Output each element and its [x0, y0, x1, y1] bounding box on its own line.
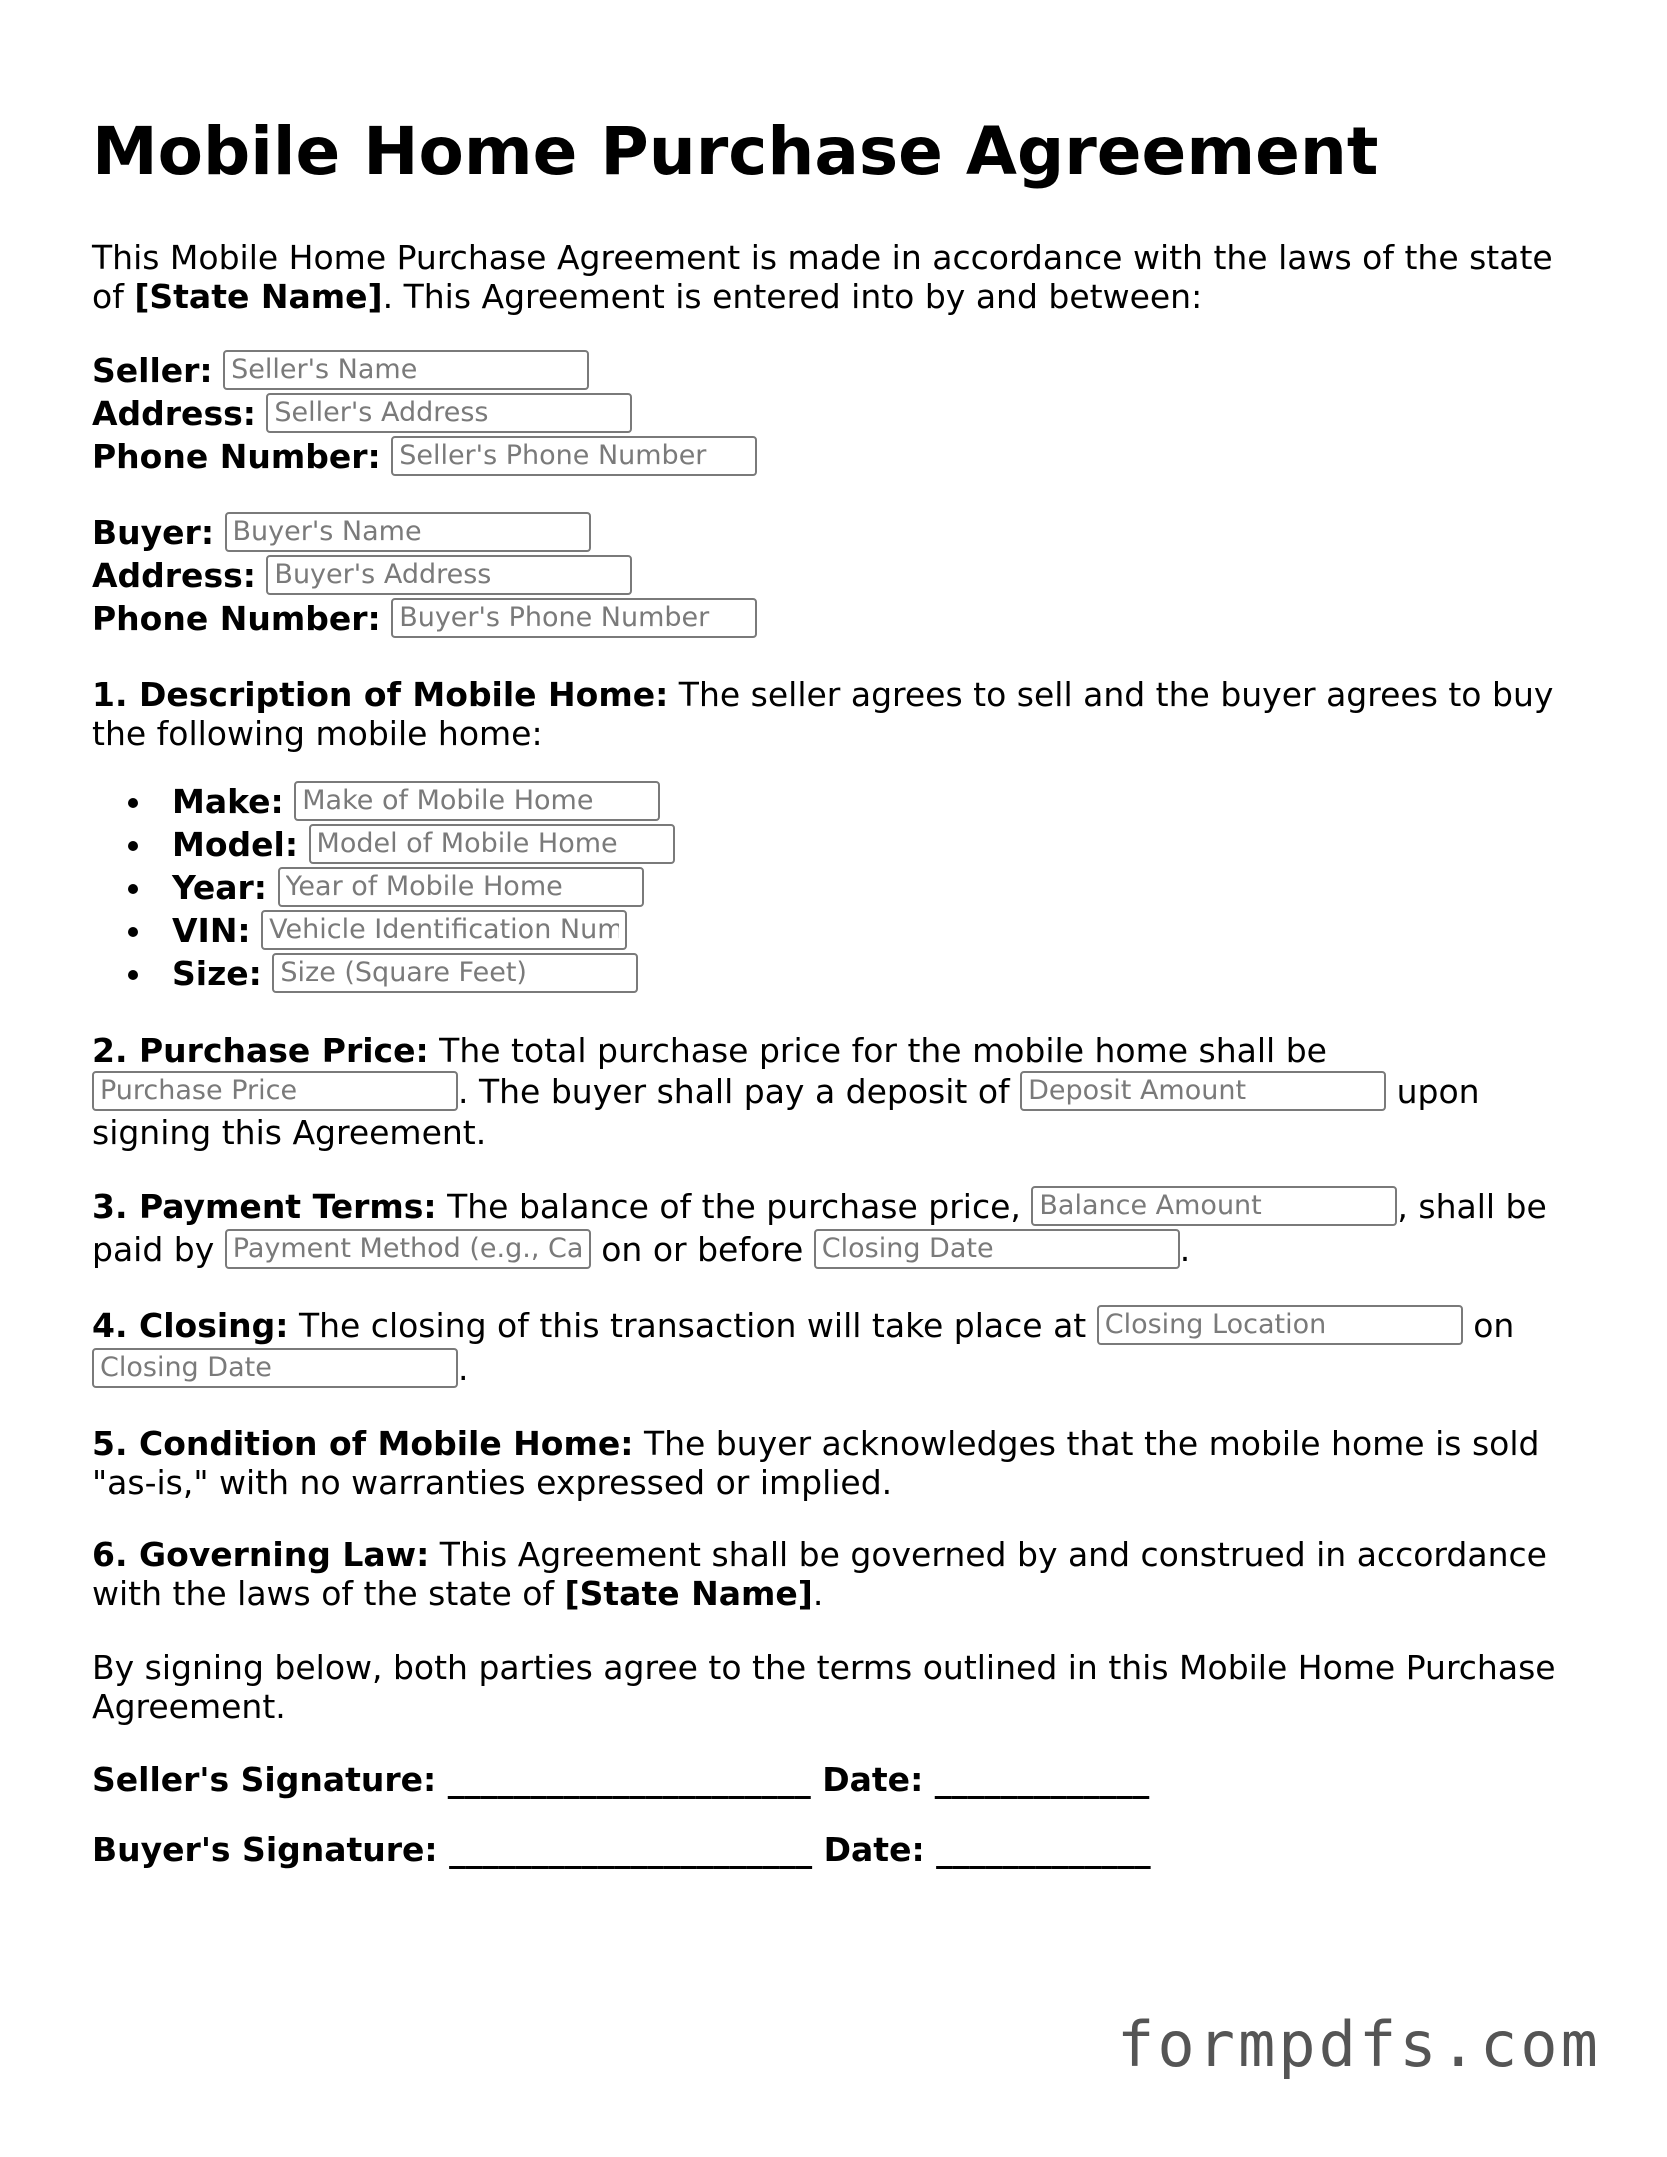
section-6-period: .	[812, 1574, 824, 1613]
section-1-paragraph	[92, 675, 1572, 753]
seller-phone-row	[92, 436, 757, 478]
seller-phone-label: Phone Number:	[92, 437, 381, 476]
spec-label: Make:	[172, 782, 284, 821]
intro-text-end: . This Agreement is entered into by and between:	[382, 277, 1203, 316]
section-3-on-or-before-text: on or before	[590, 1230, 814, 1269]
section-3-heading: 3. Payment Terms:	[92, 1187, 437, 1226]
spec-item-make	[172, 780, 675, 823]
spec-item-size	[172, 952, 675, 995]
seller-name-label: Seller:	[92, 351, 213, 390]
spec-item-model	[172, 823, 675, 866]
section-3-period: .	[1179, 1230, 1191, 1269]
buyer-name-row	[92, 512, 591, 554]
buyer-signature-line[interactable]: ______________________	[449, 1830, 813, 1869]
purchase-price-field[interactable]	[92, 1071, 458, 1111]
section-2-line-1	[92, 1030, 1327, 1072]
section-4-on-text: on	[1462, 1306, 1515, 1345]
section-2-text: The total purchase price for the mobile home shall be	[428, 1031, 1327, 1070]
section-3-line-2	[92, 1229, 1190, 1271]
size-field[interactable]	[272, 953, 638, 993]
seller-name-row	[92, 350, 589, 392]
section-6-heading: 6. Governing Law:	[92, 1535, 430, 1574]
mobile-home-spec-list	[92, 780, 675, 995]
buyer-date-label: Date:	[823, 1830, 925, 1869]
seller-date-line[interactable]: _____________	[934, 1760, 1150, 1799]
section-6-paragraph	[92, 1535, 1572, 1613]
spec-label: Year:	[172, 868, 267, 907]
seller-date-label: Date:	[822, 1760, 924, 1799]
section-4-line-2	[92, 1348, 469, 1390]
buyer-date-line[interactable]: _____________	[936, 1830, 1151, 1869]
year-field[interactable]	[278, 867, 644, 907]
seller-phone-field[interactable]	[391, 436, 757, 476]
section-1-text: The seller agrees to sell and the buyer agrees to buy the following mobile home:	[92, 675, 1554, 753]
intro-text: This Mobile Home Purchase Agreement is made in accordance with the laws of the state of	[92, 238, 1553, 316]
closing-location-field[interactable]	[1097, 1305, 1463, 1345]
buyer-address-field[interactable]	[266, 555, 632, 595]
section-2-heading: 2. Purchase Price:	[92, 1031, 429, 1070]
closing-paragraph: By signing below, both parties agree to the terms outlined in this Mobile Home Purchase Agreement.	[92, 1648, 1556, 1726]
section-3-shall-be-text: , shall be	[1397, 1187, 1547, 1226]
section-6-text: This Agreement shall be governed by and construed in accordance with the laws of the state of	[92, 1535, 1547, 1613]
seller-signature-label: Seller's Signature:	[92, 1760, 437, 1799]
seller-address-field[interactable]	[266, 393, 632, 433]
deposit-amount-field[interactable]	[1020, 1071, 1386, 1111]
section-5-text: The buyer acknowledges that the mobile home is sold "as-is," with no warranties expressed or implied.	[92, 1424, 1540, 1502]
spec-label: Model:	[172, 825, 299, 864]
buyer-phone-label: Phone Number:	[92, 599, 381, 638]
section-4-period: .	[458, 1349, 469, 1388]
section-2-deposit-text: . The buyer shall pay a deposit of	[458, 1072, 1021, 1111]
payment-method-field[interactable]	[225, 1229, 591, 1269]
seller-address-label: Address:	[92, 394, 256, 433]
section-4-text: The closing of this transaction will take place at	[288, 1306, 1097, 1345]
buyer-address-label: Address:	[92, 556, 256, 595]
buyer-name-label: Buyer:	[92, 513, 215, 552]
section-5-paragraph	[92, 1424, 1572, 1502]
buyer-name-field[interactable]	[225, 512, 591, 552]
section-6-state-placeholder: [State Name]	[564, 1574, 813, 1613]
make-field[interactable]	[294, 781, 660, 821]
section-4-heading: 4. Closing:	[92, 1306, 289, 1345]
page-title: Mobile Home Purchase Agreement	[92, 113, 1379, 190]
seller-name-field[interactable]	[223, 350, 589, 390]
spec-item-year	[172, 866, 675, 909]
section-3-paid-by-text: paid by	[92, 1230, 225, 1269]
intro-state-placeholder: [State Name]	[134, 277, 383, 316]
buyer-signature-label: Buyer's Signature:	[92, 1830, 438, 1869]
formpdfs-watermark: formpdfs.com	[1117, 2008, 1601, 2081]
spec-label: VIN:	[172, 911, 251, 950]
vin-field[interactable]	[261, 910, 627, 950]
model-field[interactable]	[309, 824, 675, 864]
section-2-line-3: signing this Agreement.	[92, 1113, 487, 1152]
section-4-line-1	[92, 1305, 1514, 1347]
buyer-address-row	[92, 555, 632, 597]
seller-address-row	[92, 393, 632, 435]
buyer-phone-row	[92, 598, 757, 640]
section-1-heading: 1. Description of Mobile Home:	[92, 675, 669, 714]
balance-amount-field[interactable]	[1031, 1186, 1397, 1226]
section-5-heading: 5. Condition of Mobile Home:	[92, 1424, 634, 1463]
spec-item-vin	[172, 909, 675, 952]
seller-signature-row	[92, 1760, 1149, 1800]
buyer-phone-field[interactable]	[391, 598, 757, 638]
section-3-text: The balance of the purchase price,	[436, 1187, 1032, 1226]
closing-date-field[interactable]	[92, 1348, 458, 1388]
section-2-line-2	[92, 1071, 1480, 1113]
section-3-line-1	[92, 1186, 1547, 1228]
spec-label: Size:	[172, 954, 262, 993]
buyer-signature-row	[92, 1830, 1151, 1870]
intro-paragraph	[92, 238, 1572, 316]
section-2-upon-text: upon	[1386, 1072, 1480, 1111]
seller-signature-line[interactable]: ______________________	[447, 1760, 811, 1799]
payment-closing-date-field[interactable]	[814, 1229, 1180, 1269]
